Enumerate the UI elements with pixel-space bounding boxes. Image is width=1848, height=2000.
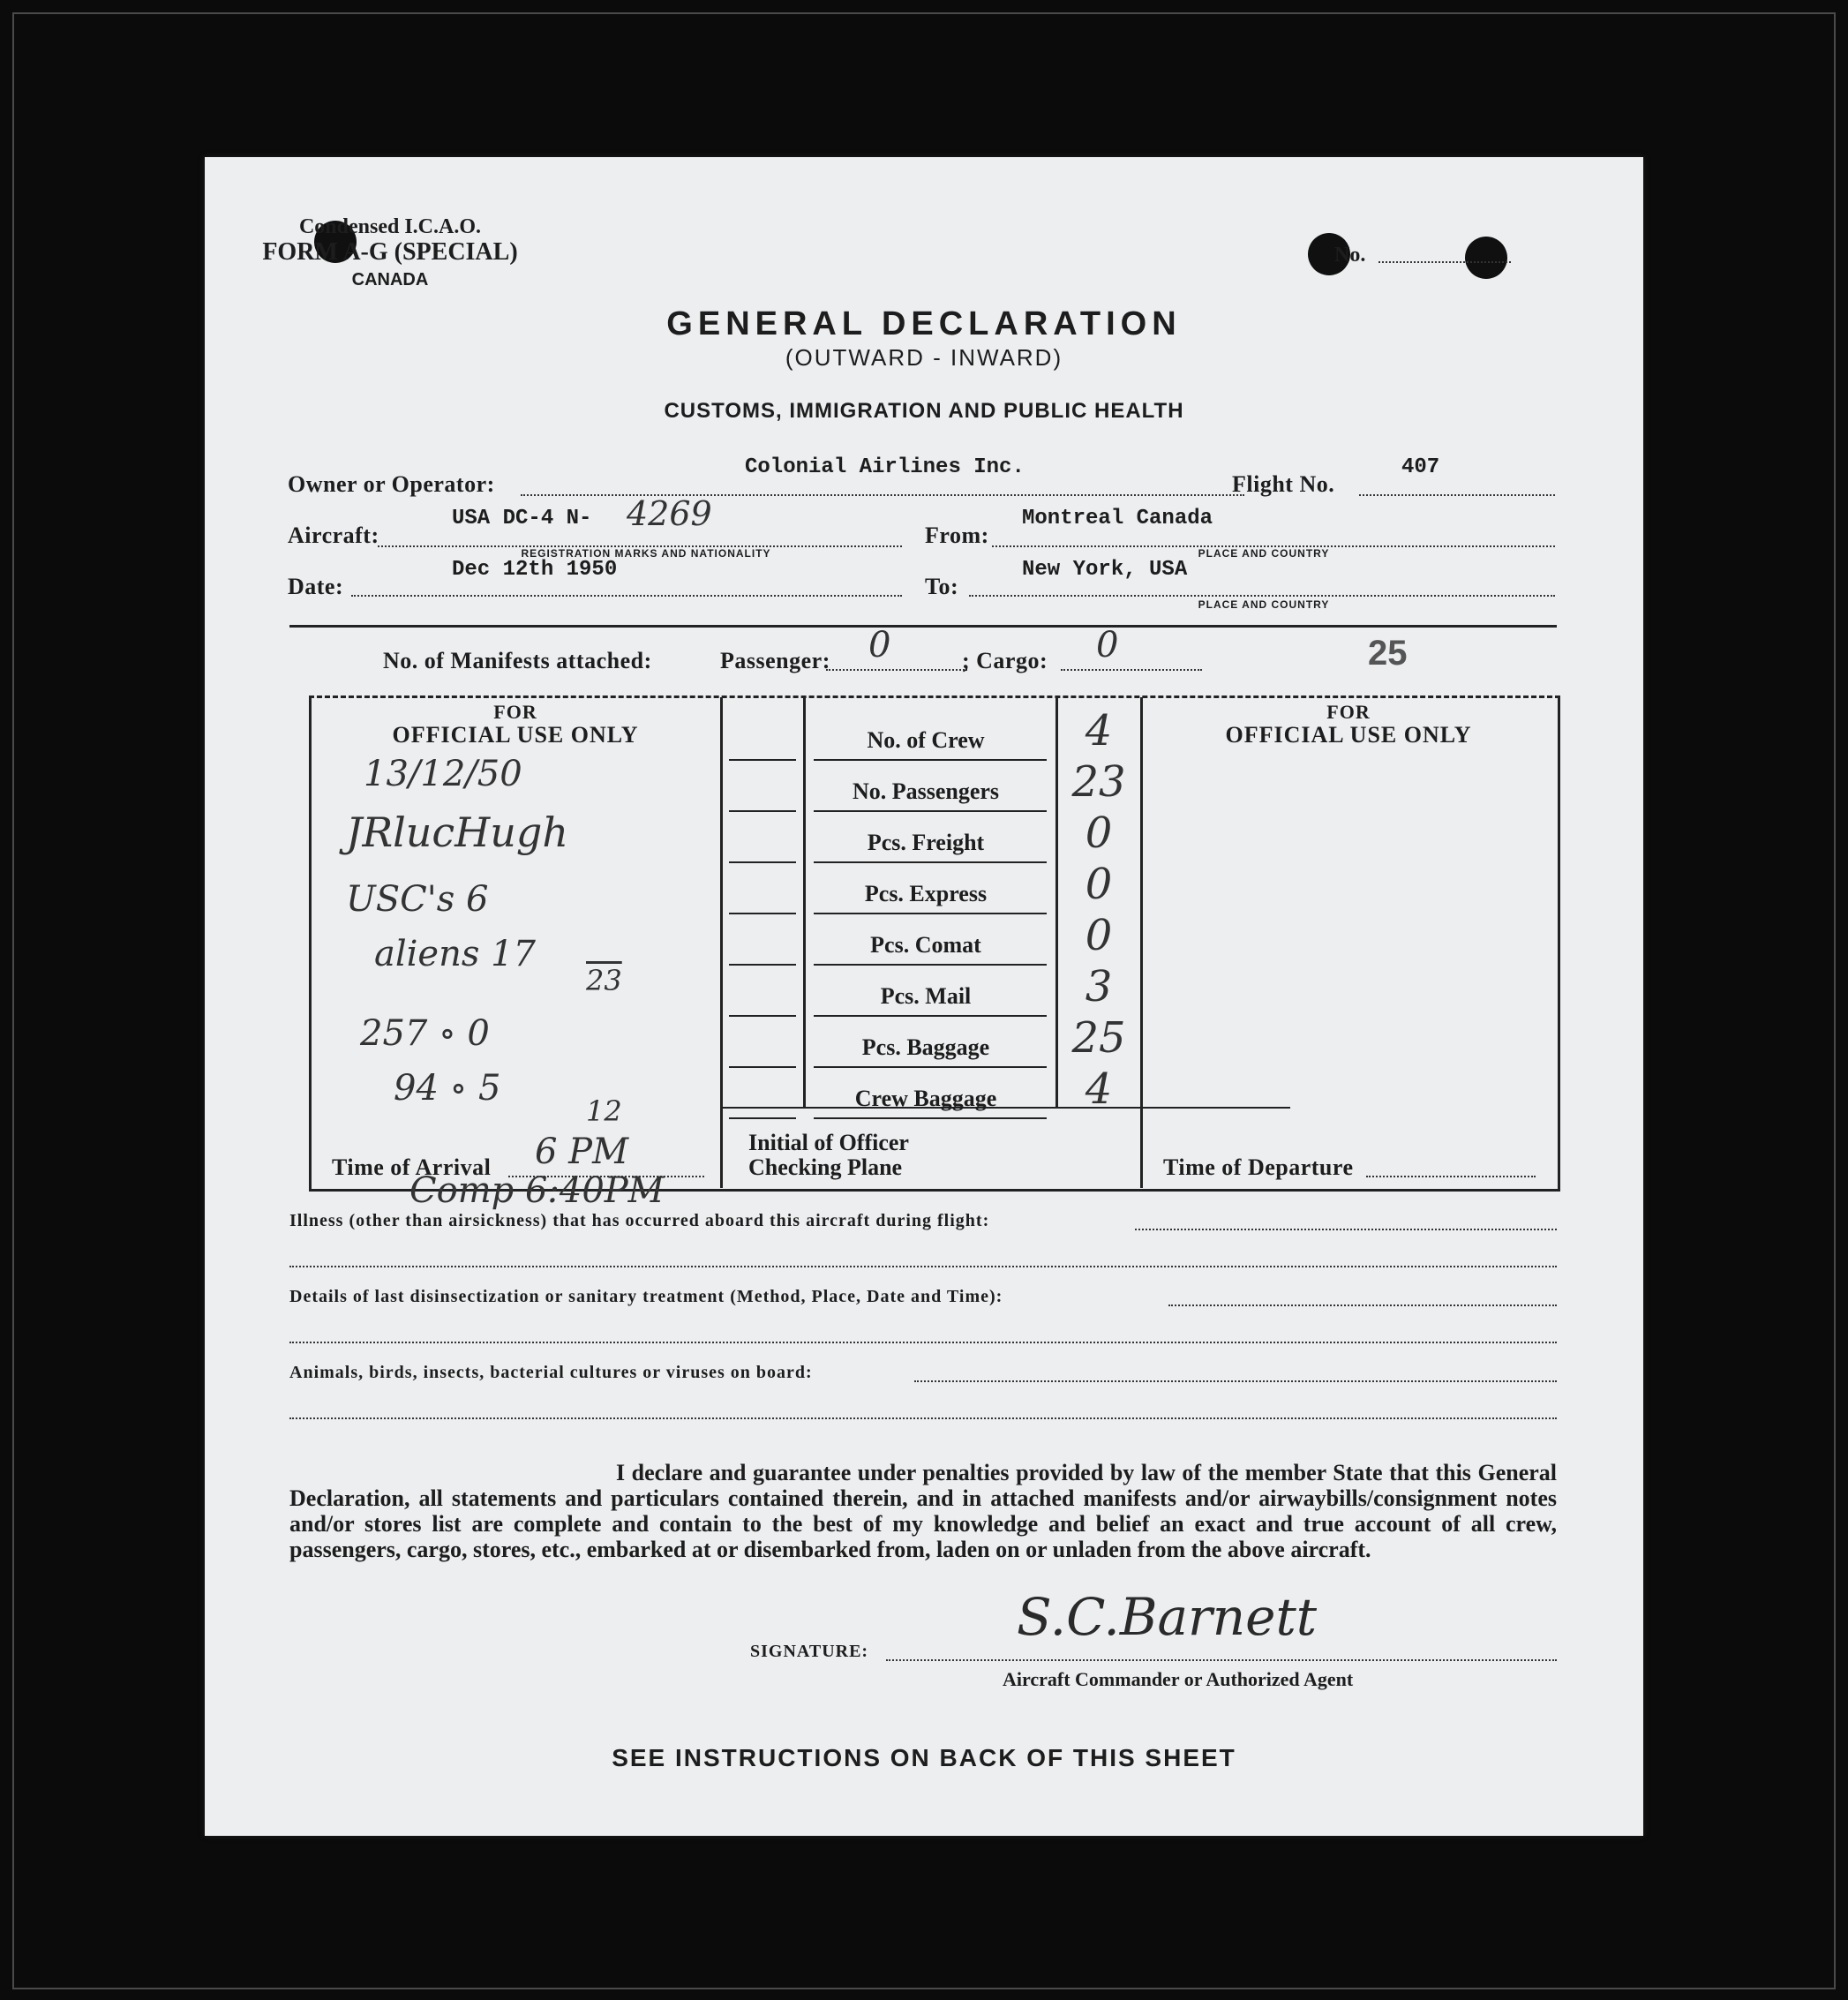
count-row-rule (814, 1066, 1047, 1068)
disinsect-line-2 (289, 1342, 1557, 1343)
handwritten-date: 13/12/50 (364, 754, 522, 794)
time-of-departure-line (1366, 1176, 1536, 1177)
handwritten-note: 257 ∘ 0 (360, 1013, 490, 1054)
signature-label: SIGNATURE: (750, 1642, 869, 1661)
passenger-manifest-line (826, 669, 967, 671)
date-line (351, 595, 902, 597)
table-divider (720, 697, 723, 1188)
from-value: Montreal Canada (1022, 507, 1213, 530)
initial-row-rule (729, 1066, 796, 1068)
page-title: GENERAL DECLARATION (666, 305, 1182, 342)
disinsect-label: Details of last disinsectization or sanitary treatment (Method, Place, Date and Time): (289, 1287, 1003, 1306)
initial-row-rule (729, 964, 796, 966)
page-subtitle: (OUTWARD - INWARD) (785, 344, 1063, 371)
form-country: CANADA (351, 270, 429, 289)
handwritten-uscs: USC's 6 (346, 879, 489, 920)
cargo-manifest-line (1061, 669, 1202, 671)
official-left-for: FOR (493, 701, 537, 723)
count-row-value: 4 (1085, 706, 1113, 756)
passenger-manifest-value: 0 (868, 625, 891, 665)
manifests-label: No. of Manifests attached: (383, 648, 652, 673)
official-right-title: OFFICIAL USE ONLY (1225, 722, 1472, 748)
aircraft-value: USA DC-4 N- (452, 507, 592, 530)
handwritten-aliens: aliens 17 (374, 934, 537, 974)
from-label: From: (925, 523, 989, 548)
count-row-rule (814, 759, 1047, 761)
passenger-manifest-label: Passenger: (720, 648, 830, 673)
declaration-form (205, 157, 1643, 1836)
table-divider (803, 697, 806, 1107)
count-row-value: 3 (1085, 962, 1113, 1011)
count-row-rule (814, 861, 1047, 863)
divider (289, 625, 1557, 628)
initial-row-rule (729, 1117, 796, 1119)
count-row-label: Pcs. Comat (870, 932, 981, 958)
initial-row-rule (729, 810, 796, 812)
count-row-rule (814, 1117, 1047, 1119)
count-row-rule (814, 964, 1047, 966)
count-row-rule (814, 1015, 1047, 1017)
count-row-label: Pcs. Express (864, 881, 988, 906)
animals-line (914, 1380, 1557, 1382)
official-left-title: OFFICIAL USE ONLY (392, 722, 639, 748)
flight-line (1359, 494, 1555, 496)
count-row-label: No. of Crew (867, 727, 985, 753)
time-of-arrival-label: Time of Arrival (332, 1154, 492, 1180)
illness-line-2 (289, 1266, 1557, 1267)
count-row-label: Pcs. Freight (867, 830, 985, 855)
illness-label: Illness (other than airsickness) that has occurred aboard this aircraft during flight: (289, 1211, 990, 1230)
initial-row-rule (729, 759, 796, 761)
instructions-footer: SEE INSTRUCTIONS ON BACK OF THIS SHEET (612, 1744, 1236, 1771)
owner-value: Colonial Airlines Inc. (745, 455, 1025, 479)
time-of-departure-label: Time of Departure (1163, 1154, 1354, 1180)
flight-value: 407 (1401, 455, 1440, 479)
official-right-for: FOR (1326, 701, 1371, 723)
count-row-label: Crew Baggage (854, 1086, 997, 1111)
handwritten-note: 94 ∘ 5 (394, 1068, 501, 1109)
handwritten-total: 23 (586, 964, 622, 997)
cargo-manifest-value: 0 (1096, 625, 1119, 665)
initial-row-rule (729, 913, 796, 914)
no-label: No. (1334, 244, 1366, 267)
owner-label: Owner or Operator: (288, 471, 495, 497)
checking-plane-label: Checking Plane (748, 1154, 903, 1180)
initial-officer-label: Initial of Officer (748, 1130, 909, 1155)
initial-row-rule (729, 861, 796, 863)
count-row-value: 4 (1085, 1064, 1113, 1114)
count-row-value: 25 (1071, 1013, 1126, 1063)
handwritten-officer: JRlucHugh (346, 808, 568, 856)
handwritten-arrival: 6 PM (535, 1132, 629, 1172)
handwritten-note: 12 (586, 1094, 622, 1128)
count-row-label: No. Passengers (852, 778, 1000, 804)
to-line (969, 595, 1555, 597)
from-caption: PLACE AND COUNTRY (1198, 547, 1330, 560)
aircraft-handwritten: 4269 (627, 494, 712, 533)
aircraft-caption: REGISTRATION MARKS AND NATIONALITY (521, 547, 771, 560)
animals-line-2 (289, 1417, 1557, 1419)
to-caption: PLACE AND COUNTRY (1198, 598, 1330, 611)
signature-caption: Aircraft Commander or Authorized Agent (1003, 1668, 1354, 1690)
count-row-value: 23 (1071, 757, 1126, 807)
date-label: Date: (288, 574, 344, 599)
handwritten-comp: Comp 6:40PM (409, 1170, 665, 1211)
to-label: To: (925, 574, 959, 599)
declaration-text: I declare and guarantee under penalties provided by law of the member State that this General Declaration, all statements and particulars contained therein, and in attached manifests and/or airwaybills/consignment notes and/or stores list are complete and contain to the best of my knowledge and belief an exact and true account of all crew, passengers, cargo, stores, etc., embarked at or disembarked from, laden on or unladen from the above aircraft. (289, 1460, 1557, 1562)
form-name: FORM A-G (SPECIAL) (262, 238, 518, 266)
to-value: New York, USA (1022, 558, 1188, 582)
count-row-rule (814, 913, 1047, 914)
flight-label: Flight No. (1232, 471, 1335, 497)
signature: S.C.Barnett (1017, 1587, 1318, 1647)
count-row-value: 0 (1085, 808, 1113, 858)
table-divider (1055, 697, 1058, 1107)
punch-hole (1465, 237, 1507, 279)
animals-label: Animals, birds, insects, bacterial cultures or viruses on board: (289, 1363, 813, 1382)
cargo-manifest-label: ; Cargo: (962, 648, 1048, 673)
form-condensed: Condensed I.C.A.O. (298, 215, 482, 238)
count-row-value: 0 (1085, 860, 1113, 909)
no-line (1378, 261, 1511, 263)
count-row-label: Pcs. Baggage (861, 1034, 990, 1060)
section-heading: CUSTOMS, IMMIGRATION AND PUBLIC HEALTH (664, 399, 1184, 423)
count-row-rule (814, 810, 1047, 812)
signature-line (886, 1659, 1557, 1661)
count-row-value: 0 (1085, 911, 1113, 960)
initial-row-rule (729, 1015, 796, 1017)
illness-line (1135, 1229, 1557, 1230)
aircraft-label: Aircraft: (288, 523, 379, 548)
count-row-label: Pcs. Mail (880, 983, 972, 1009)
date-value: Dec 12th 1950 (452, 558, 618, 582)
stamp-number: 25 (1368, 634, 1408, 673)
table-divider (1140, 697, 1143, 1188)
disinsect-line (1168, 1305, 1557, 1306)
